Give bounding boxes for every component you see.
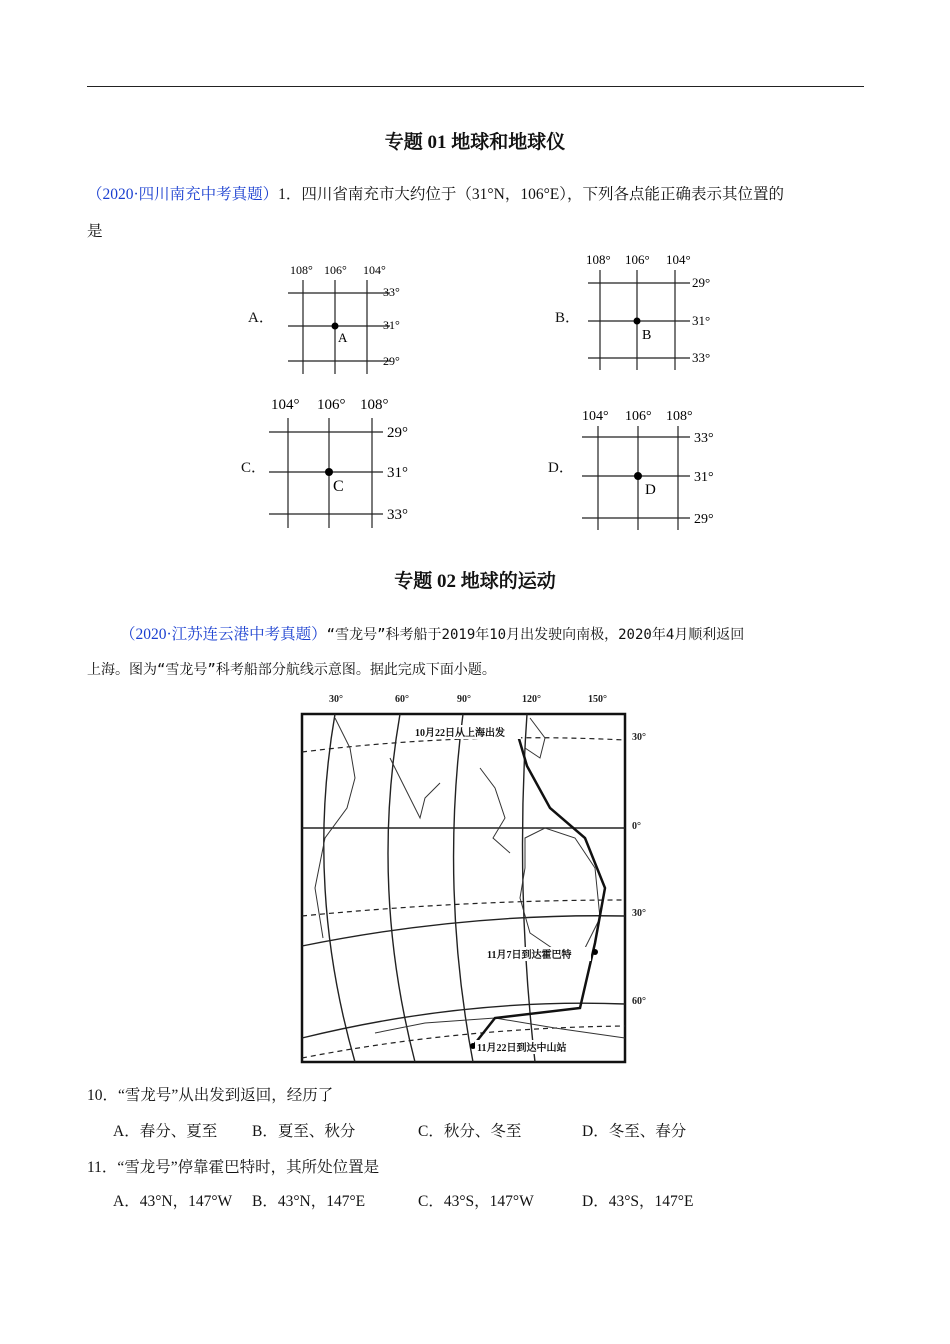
a-right-2: 29° [383, 354, 400, 368]
map-lat-0: 30° [632, 732, 646, 743]
q11-option-b[interactable]: B．43°N，147°E [252, 1193, 366, 1210]
point-c-dot [325, 468, 333, 476]
c-right-1: 31° [387, 465, 408, 481]
section2-source: （2020·江苏连云港中考真题） [120, 626, 327, 643]
b-right-0: 29° [692, 275, 711, 290]
q1-stem-cont: 是 [87, 223, 103, 240]
c-point-label: C [333, 478, 344, 495]
option-c-grid [265, 392, 425, 532]
map-lat-2: 30° [632, 908, 646, 919]
section2-intro-line2: 上海。图为“雪龙号”科考船部分航线示意图。据此完成下面小题。 [87, 662, 496, 678]
b-right-1: 31° [692, 313, 711, 328]
map-lon-3: 120° [522, 694, 541, 705]
q11-option-a[interactable]: A．43°N，147°W [113, 1193, 233, 1210]
point-b-dot [634, 318, 641, 325]
header-rule [87, 86, 864, 87]
option-b-label[interactable]: B． [555, 310, 581, 326]
point-a-dot [332, 323, 339, 330]
c-top-0: 104° [271, 397, 300, 413]
option-b-grid [580, 248, 720, 373]
map-lon-4: 150° [588, 694, 607, 705]
section2-intro-line1 [120, 622, 744, 644]
option-c-label[interactable]: C． [241, 460, 267, 476]
c-top-1: 106° [317, 397, 346, 413]
section1-title: 专题 01 地球和地球仪 [384, 132, 566, 153]
c-top-2: 108° [360, 397, 389, 413]
option-d-label[interactable]: D． [548, 460, 574, 476]
a-top-0: 108° [290, 263, 313, 277]
a-right-1: 31° [383, 318, 400, 332]
d-top-0: 104° [582, 409, 609, 424]
map-note-hobart: 11月7日到达霍巴特 [487, 950, 572, 961]
d-top-2: 108° [666, 409, 693, 424]
option-d-grid [578, 404, 728, 534]
d-right-1: 31° [694, 470, 714, 485]
q10-option-c[interactable]: C．秋分、冬至 [418, 1123, 522, 1140]
b-right-2: 33° [692, 350, 711, 365]
option-a-label[interactable]: A． [248, 310, 274, 326]
route-map [295, 688, 655, 1068]
b-top-1: 106° [625, 252, 650, 267]
d-right-0: 33° [694, 431, 714, 446]
q10-option-a[interactable]: A．春分、夏至 [113, 1123, 218, 1140]
map-lon-1: 60° [395, 694, 409, 705]
map-lon-2: 90° [457, 694, 471, 705]
q11-option-c[interactable]: C．43°S，147°W [418, 1193, 534, 1210]
a-top-2: 104° [363, 263, 386, 277]
q10-option-b[interactable]: B．夏至、秋分 [252, 1123, 356, 1140]
b-point-label: B [642, 328, 652, 343]
option-a-grid [280, 258, 420, 378]
hobart-dot [592, 949, 598, 955]
b-top-2: 104° [666, 252, 691, 267]
point-d-dot [634, 472, 642, 480]
q11-stem: 11．“雪龙号”停靠霍巴特时，其所处位置是 [87, 1159, 380, 1176]
a-top-1: 106° [324, 263, 347, 277]
map-lon-0: 30° [329, 694, 343, 705]
section2-intro-text: “雪龙号”科考船于2019年10月出发驶向南极，2020年4月顺利返回 [326, 627, 745, 643]
d-point-label: D [645, 482, 656, 498]
q11-option-d[interactable]: D．43°S，147°E [582, 1193, 694, 1210]
b-top-0: 108° [586, 252, 611, 267]
a-point-label: A [338, 330, 348, 345]
q10-option-d[interactable]: D．冬至、春分 [582, 1123, 687, 1140]
q1-source: （2020·四川南充中考真题） [87, 186, 279, 203]
map-lat-3: 60° [632, 996, 646, 1007]
q10-stem: 10．“雪龙号”从出发到返回，经历了 [87, 1087, 334, 1104]
section2-title: 专题 02 地球的运动 [394, 571, 556, 592]
map-lat-1: 0° [632, 821, 641, 832]
a-right-0: 33° [383, 285, 400, 299]
d-top-1: 106° [625, 409, 652, 424]
c-right-2: 33° [387, 507, 408, 523]
d-right-2: 29° [694, 512, 714, 527]
map-note-zhongshan: 11月22日到达中山站 [477, 1043, 567, 1054]
c-right-0: 29° [387, 425, 408, 441]
q1-stem-line [87, 182, 784, 204]
map-note-shanghai: 10月22日从上海出发 [415, 728, 505, 739]
q1-stem: 1．四川省南充市大约位于（31°N，106°E），下列各点能正确表示其位置的 [278, 186, 784, 203]
